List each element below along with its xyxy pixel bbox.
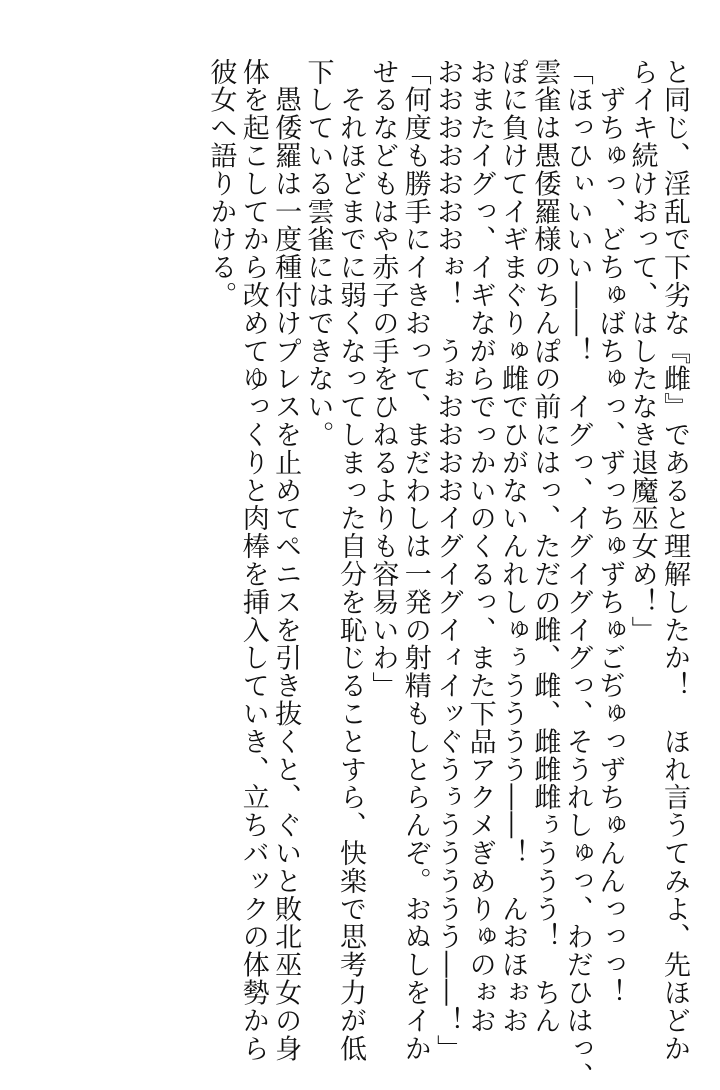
- text-line: 彼女へ語りかける。: [205, 58, 237, 310]
- vertical-text-body: [30, 58, 690, 1090]
- text-line: それほどまでに弱くなってしまった自分を恥じることすら、快楽で思考力が低: [334, 58, 366, 1063]
- text-line: 下している雲雀にはできない。: [302, 58, 334, 449]
- text-line: 雲雀は愚倭羅様のちんぽの前にはっ、ただの雌、雌、雌雌雌ぅううう！ ちん: [529, 58, 561, 1035]
- text-line: と同じ、淫乱で下劣な『雌』であると理解したか！ ほれ言うてみよ、先ほどか: [659, 58, 690, 1063]
- text-line: らイキ続けおって、はしたなき退魔巫女め！」: [626, 58, 658, 644]
- text-line: 愚倭羅は一度種付けプレスを止めてペニスを引き抜くと、ぐいと敗北巫女の身: [270, 58, 302, 1063]
- text-line: おまたイグっ、イギながらでっかいのくるっ、また下品アクメぎめりゅのぉお: [464, 58, 496, 1035]
- text-line: おおおおおおおぉ！ うぉおおおおイグイグイィイッぐうぅううううう――！」: [432, 58, 464, 1063]
- text-line: ずちゅっ、どちゅばちゅっ、ずっちゅずちゅごぢゅっずちゅんんっっっ！: [594, 58, 626, 1007]
- text-line: 「何度も勝手にイきおって、まだわしは一発の射精もしとらんぞ。おぬしをイか: [399, 58, 431, 1063]
- text-line: ぽに負けてイギまぐりゅ雌でひがないんれしゅぅうううう――！ んおほぉお: [496, 58, 528, 1035]
- text-line: せるなどもはや赤子の手をひねるよりも容易いわ」: [367, 58, 399, 700]
- text-line: 体を起こしてから改めてゆっくりと肉棒を挿入していき、立ちバックの体勢から: [237, 58, 269, 1063]
- text-line: 「ほっひぃいいい――！ イグっ、イグイグイグっ、そうれしゅっ、わだひはっ、: [561, 58, 593, 1090]
